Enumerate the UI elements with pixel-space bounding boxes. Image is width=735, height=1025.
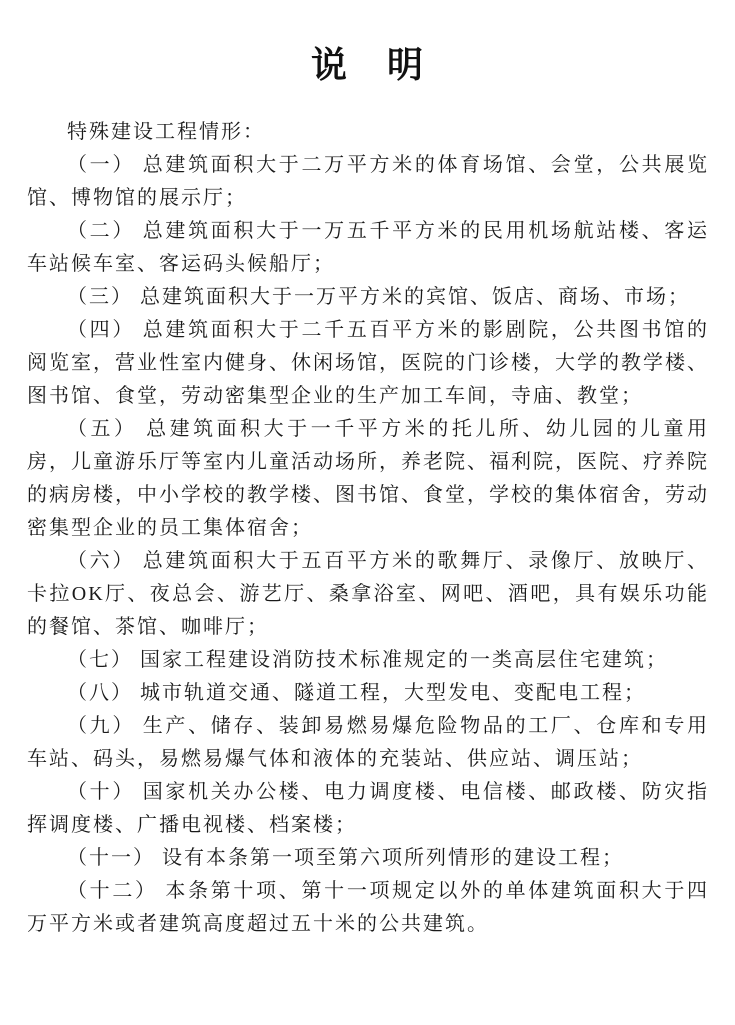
clause-item-2: （二） 总建筑面积大于一万五千平方米的民用机场航站楼、客运车站候车室、客运码头候船厅； <box>27 220 709 275</box>
clause-item-8: （八） 城市轨道交通、隧道工程，大型发电、变配电工程； <box>67 682 646 704</box>
clause-item-3: （三） 总建筑面积大于一万平方米的宾馆、饭店、商场、市场； <box>67 286 690 308</box>
clause-item-4: （四） 总建筑面积大于二千五百平方米的影剧院，公共图书馆的阅览室，营业性室内健身、休闲场馆，医院的门诊楼，大学的教学楼、图书馆、食堂，劳动密集型企业的生产加工车间，寺庙、教堂； <box>27 319 709 407</box>
clause-item-7: （七） 国家工程建设消防技术标准规定的一类高层住宅建筑； <box>67 649 668 671</box>
clause-item-11: （十一） 设有本条第一项至第六项所列情形的建设工程； <box>67 847 624 869</box>
clause-item-9: （九） 生产、储存、装卸易燃易爆危险物品的工厂、仓库和专用车站、码头，易燃易爆气体和液体的充装站、供应站、调压站； <box>27 715 709 770</box>
clause-item-12: （十二） 本条第十项、第十一项规定以外的单体建筑面积大于四万平方米或者建筑高度超过五十米的公共建筑。 <box>27 880 709 935</box>
page-title: 说 明 <box>310 45 425 85</box>
clause-item-1: （一） 总建筑面积大于二万平方米的体育场馆、会堂，公共展览馆、博物馆的展示厅； <box>27 154 709 209</box>
clause-item-5: （五） 总建筑面积大于一千平方米的托儿所、幼儿园的儿童用房，儿童游乐厅等室内儿童活动场所，养老院、福利院，医院、疗养院的病房楼，中小学校的教学楼、图书馆、食堂，学校的集体宿舍，劳动密集型企业的员工集体宿舍； <box>27 418 709 539</box>
intro-line: 特殊建设工程情形： <box>67 121 265 143</box>
clause-item-10: （十） 国家机关办公楼、电力调度楼、电信楼、邮政楼、防灾指挥调度楼、广播电视楼、档案楼； <box>27 781 709 836</box>
clause-item-6: （六） 总建筑面积大于五百平方米的歌舞厅、录像厅、放映厅、卡拉OK厅、夜总会、游艺厅、桑拿浴室、网吧、酒吧，具有娱乐功能的餐馆、茶馆、咖啡厅； <box>27 550 709 638</box>
